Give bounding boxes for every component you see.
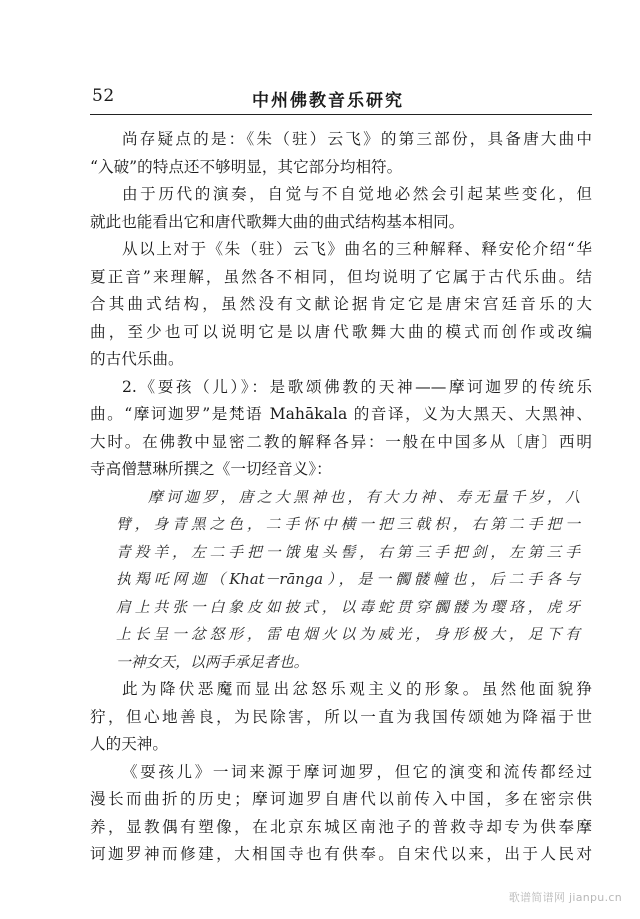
quote-line: 一神女天，以两手承足者也。 (116, 653, 309, 671)
site-watermark: 歌谱简谱网 jianpu.cn (508, 891, 622, 904)
text-line: “入破”的特点还不够明显，其它部分均相符。 (90, 157, 403, 176)
text-line: 养，显教偶有塑像，在北京东城区南池子的普救寺却专为供奉摩 (90, 817, 592, 836)
text-line: 曲。“摩诃迦罗”是梵语 Mahākala 的音译，义为大黑天、大黑神、 (90, 405, 592, 423)
quote-line: 上长呈一忿怒形，雷电烟火以为威光，身形极大，足下有 (116, 626, 580, 643)
header-rule (90, 114, 592, 115)
text-line: 由于历代的演奏，自觉与不自觉地必然会引起某些变化，但 (122, 185, 592, 203)
text-line: 狞，但心地善良，为民除害，所以一直为我国传颂她为降福于世 (90, 707, 592, 726)
text-line: 《耍孩儿》一词来源于摩诃迦罗，但它的演变和流传都经过 (122, 762, 592, 781)
text-line: 漫长而曲折的历史；摩诃迦罗自唐代以前传入中国，多在密宗供 (90, 790, 592, 808)
text-line: 大时。在佛教中显密二教的解释各异：一般在中国多从〔唐〕西明 (90, 432, 592, 451)
text-line: 2.《耍孩（儿）》：是歌颂佛教的天神——摩诃迦罗的传统乐 (122, 377, 592, 396)
quote-line: 执羯吒网迦（Khat－rānga），是一髑髅幢也，后二手各与 (116, 571, 580, 588)
text-line: 的古代乐曲。 (90, 350, 184, 368)
page-header (92, 86, 592, 116)
text-line: 此为降伏恶魔而显出忿怒乐观主义的形象。虽然他面貌狰 (122, 680, 592, 698)
text-line: 曲，至少也可以说明它是以唐代歌舞大曲的模式而创作或改编 (90, 322, 592, 341)
page-number: 52 (92, 86, 115, 106)
text-line: 合其曲式结构，虽然没有文献论据肯定它是唐宋宫廷音乐的大 (90, 295, 592, 313)
text-line: 尚存疑点的是：《朱（驻）云飞》的第三部份，具备唐大曲中 (122, 130, 592, 148)
quote-line: 肩上共张一白象皮如披式，以毒蛇贯穿髑髅为璎珞，虎牙 (116, 598, 580, 616)
text-line: 寺高僧慧琳所撰之《一切经音义》： (90, 460, 332, 478)
text-line: 夏正音”来理解，虽然各不相同，但均说明了它属于古代乐曲。结 (90, 267, 592, 286)
body-text (90, 126, 592, 869)
running-title: 中州佛教音乐研究 (252, 91, 404, 111)
text-line: 就此也能看出它和唐代歌舞大曲的曲式结构基本相同。 (90, 212, 465, 231)
text-line: 诃迦罗神而修建，大相国寺也有供奉。自宋代以来，出于人民对 (90, 845, 592, 863)
quote-line: 摩诃迦罗，唐之大黑神也，有大力神、寿无量千岁，八 (148, 488, 580, 506)
text-line: 人的天神。 (90, 735, 168, 753)
quote-line: 青羖羊，左二手把一饿鬼头髻，右第三手把剑，左第三手 (116, 543, 580, 561)
text-line: 从以上对于《朱（驻）云飞》曲名的三种解释、释安伦介绍“华 (122, 240, 592, 258)
quote-line: 臂，身青黑之色，二手怀中横一把三戟枳，右第二手把一 (116, 516, 580, 533)
